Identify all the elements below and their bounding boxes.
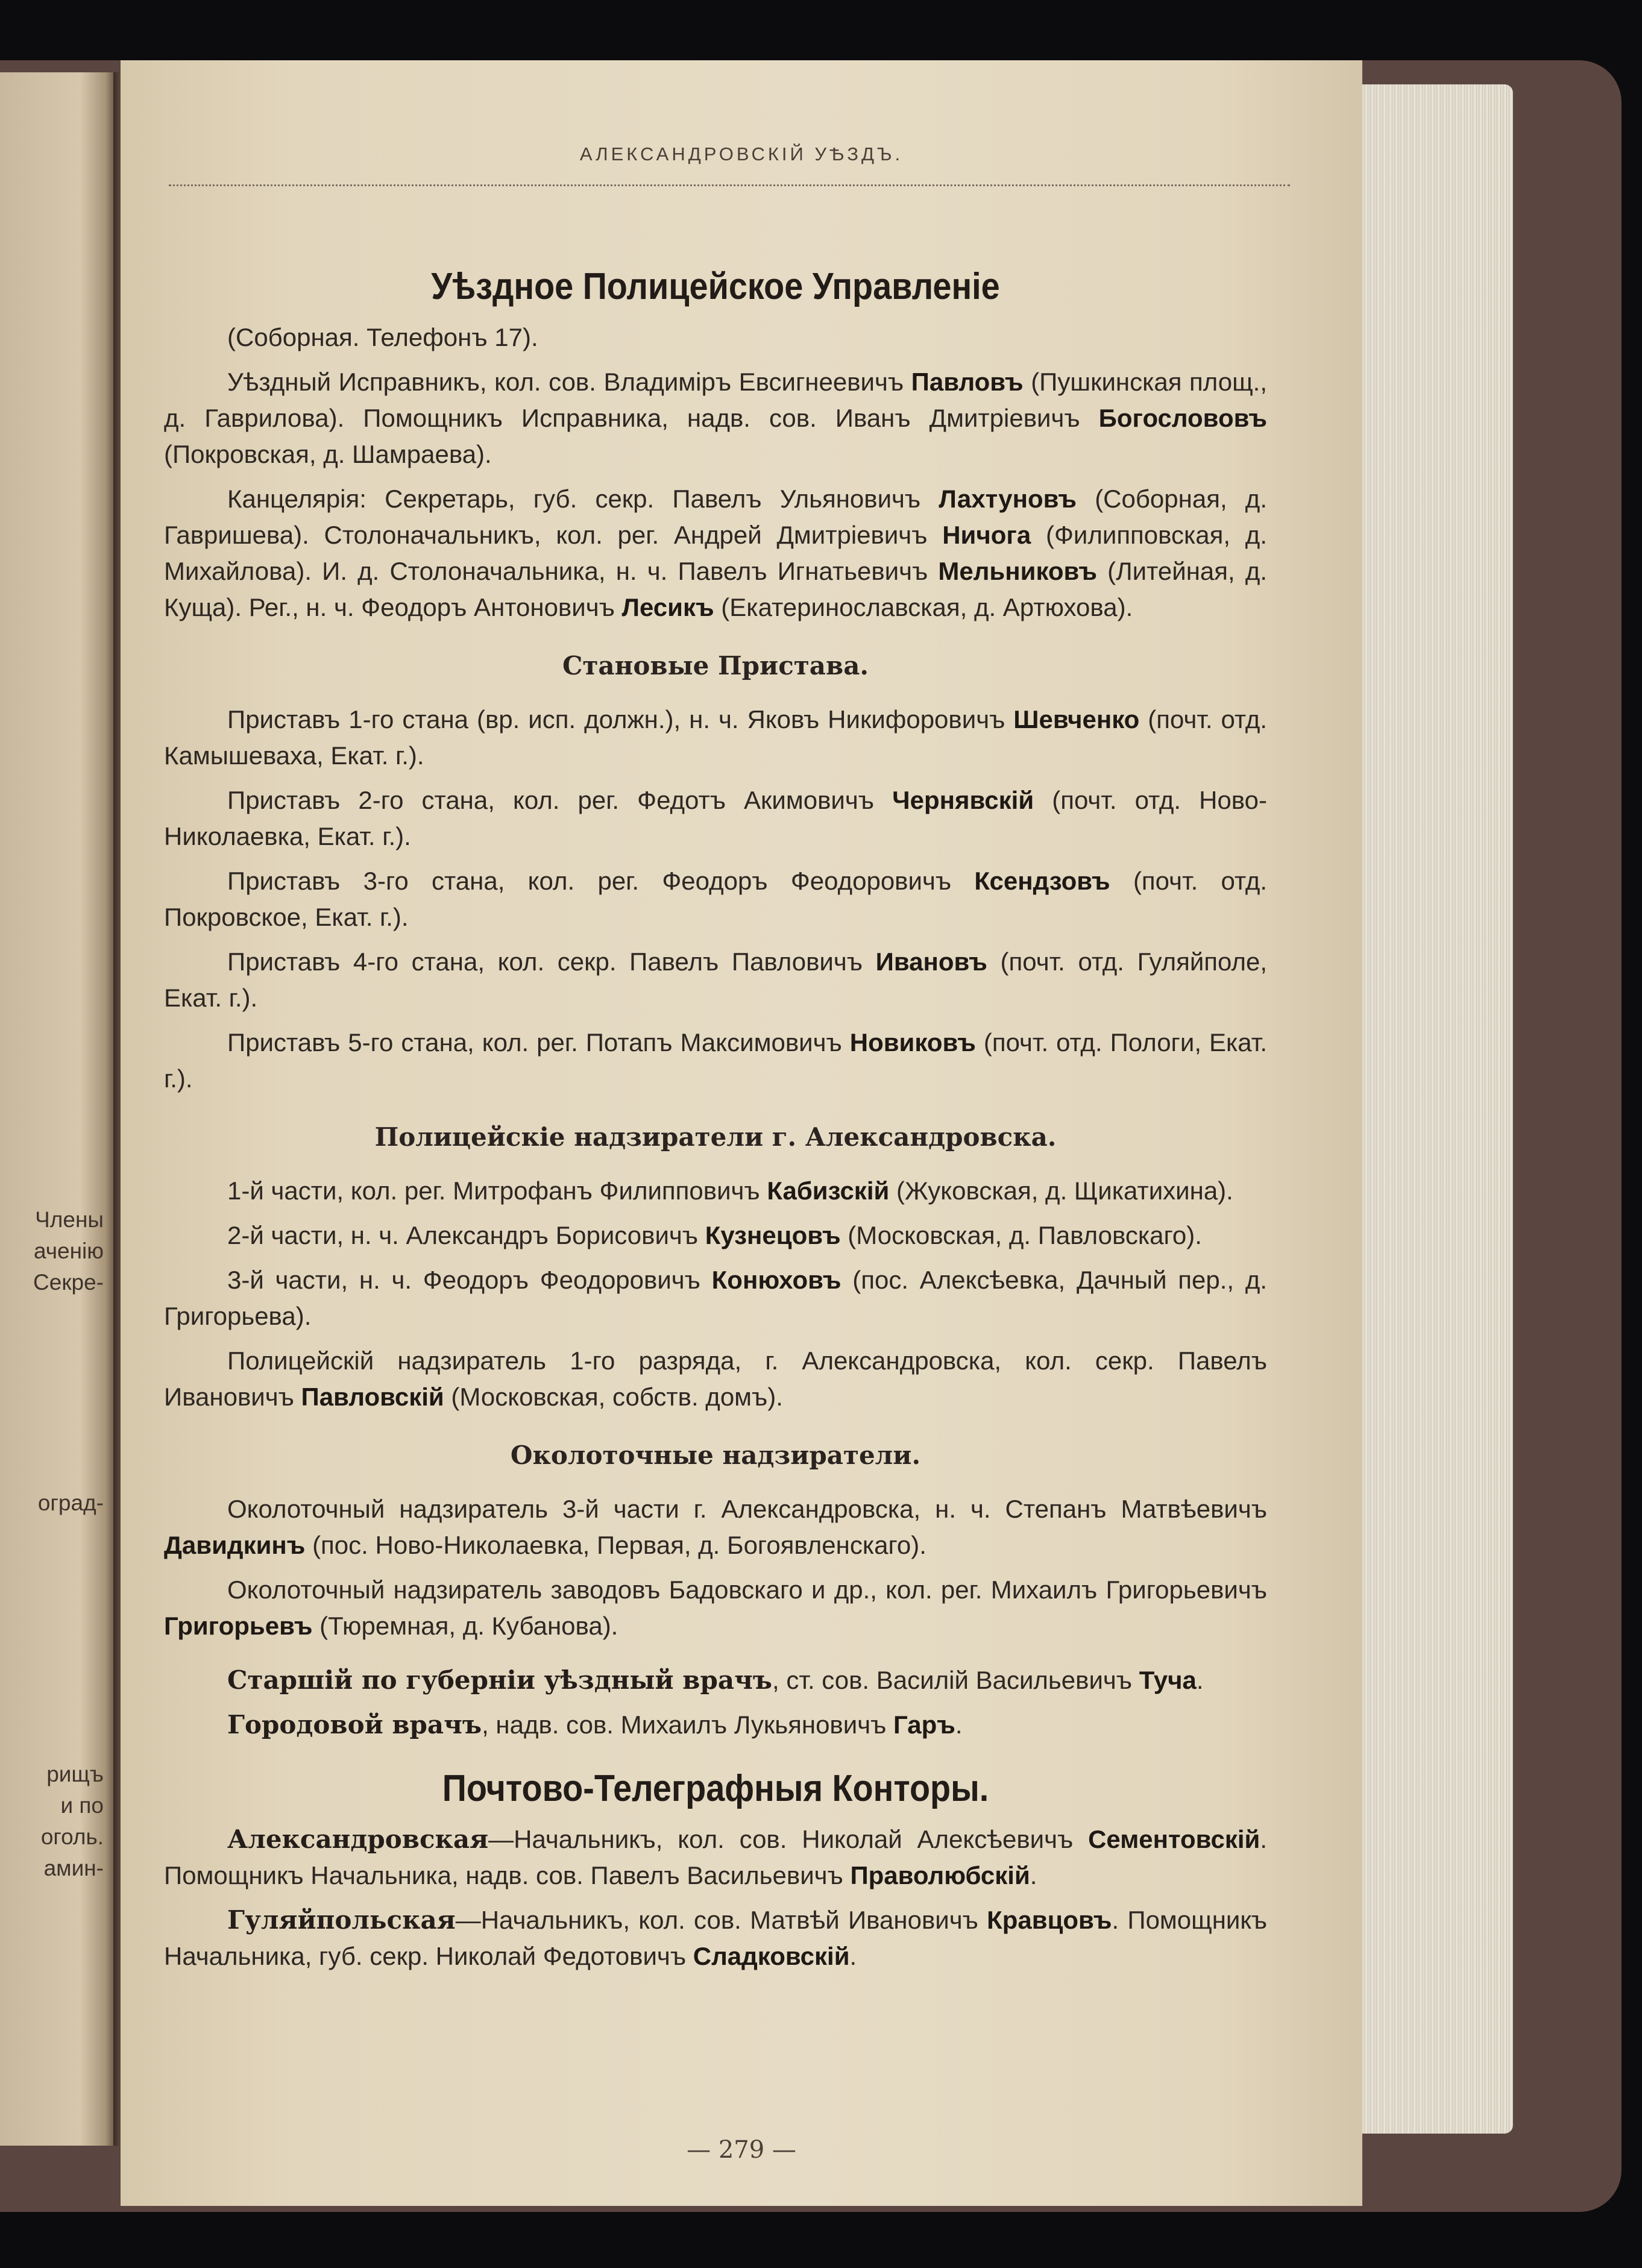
paragraph-chancellery (164, 481, 1267, 626)
surname: Лесикъ (621, 593, 714, 621)
left-page-text-fragment: рищъ (46, 1762, 104, 1786)
surname: Богослововъ (1098, 404, 1267, 432)
text-run: —Начальникъ, кол. сов. Матвѣй Ивановичъ (455, 1906, 987, 1934)
left-page-text-fragment: аченію (33, 1239, 104, 1263)
text-run: . (849, 1942, 857, 1970)
inspector-entry (164, 1173, 1267, 1209)
text-run: (Московская, собств. домъ). (444, 1383, 783, 1411)
text-run: Уѣздный Исправникъ, кол. сов. Владиміръ Евсигнеевичъ (227, 368, 911, 396)
post-office-entry (164, 1902, 1267, 1974)
inspector-entry (164, 1217, 1267, 1254)
surname: Ничога (942, 521, 1031, 549)
text-run: (Тюремная, д. Кубанова). (312, 1612, 618, 1640)
surname: Кравцовъ (987, 1906, 1112, 1934)
left-page-text-fragment: амин- (43, 1856, 104, 1880)
document-page (121, 60, 1362, 2206)
header-rule (169, 184, 1290, 186)
okolotochny-entry (164, 1491, 1267, 1563)
section-title-police-administration: Уѣздное Полицейское Управленіе (431, 266, 1000, 307)
text-run: (Филипповская, д. Михайлова). И. д. Столоначальника, н. ч. Павелъ Игнатьевичъ (164, 521, 1267, 585)
text-run: (Литейная, д. Куща). Рег., н. ч. Феодоръ Антоновичъ (164, 557, 1267, 621)
doctor-entry (164, 1662, 1267, 1698)
text-run: 3-й части, н. ч. Феодоръ Феодоровичъ (227, 1266, 712, 1294)
text-run: (почт. отд. Пологи, Екат. г.). (164, 1028, 1267, 1093)
doctor-entry (164, 1707, 1267, 1743)
text-run: Канцелярія: Секретарь, губ. секр. Павелъ Ульяновичъ (227, 485, 939, 513)
surname: Чернявскій (892, 786, 1034, 814)
pristav-entry (164, 944, 1267, 1016)
page-content (164, 241, 1267, 1983)
surname: Кабизскій (767, 1176, 890, 1205)
inspectors-list (164, 1173, 1267, 1415)
surname: Ксендзовъ (974, 867, 1110, 895)
surname: Конюховъ (711, 1266, 841, 1294)
doctors-list (164, 1662, 1267, 1743)
page-edges (1350, 84, 1513, 2134)
text-run: (почт. отд. Ново-Николаевка, Екат. г.). (164, 786, 1267, 850)
office-name: Александровская (227, 1824, 489, 1854)
surname: Туча (1139, 1666, 1197, 1694)
surname: Мельниковъ (938, 557, 1097, 585)
left-page-text-fragment: и по (60, 1793, 104, 1818)
pristav-entry (164, 1025, 1267, 1097)
surname: Сементовскій (1088, 1825, 1260, 1853)
left-page-text-fragment: Секре- (33, 1270, 104, 1295)
text-run: 2-й части, н. ч. Александръ Борисовичъ (227, 1221, 705, 1249)
left-page-fragment (0, 72, 115, 2146)
left-page-text-fragment: оград- (37, 1491, 104, 1515)
text-run: . (1196, 1666, 1204, 1694)
text-run: Приставъ 2-го стана, кол. рег. Федотъ Акимовичъ (227, 786, 893, 814)
post-office-entry (164, 1821, 1267, 1894)
inspector-entry (164, 1262, 1267, 1334)
left-page-text-fragment: оголь. (40, 1824, 104, 1849)
text-run: (Екатеринославская, д. Артюхова). (714, 593, 1133, 621)
text-run: (почт. отд. Гуляйполе, Екат. г.). (164, 947, 1267, 1012)
text-run: . Помощникъ Начальника, губ. секр. Николай Федотовичъ (164, 1906, 1267, 1970)
text-run: 1-й части, кол. рег. Митрофанъ Филипповичъ (227, 1176, 767, 1205)
office-name: Гуляйпольская (227, 1905, 456, 1935)
doctor-role: Городовой врачъ (227, 1710, 482, 1739)
surname: Праволюбскій (850, 1861, 1030, 1889)
text-run: —Начальникъ, кол. сов. Николай Алексѣевичъ (488, 1825, 1089, 1853)
surname: Шевченко (1013, 705, 1140, 733)
okolotochnye-list (164, 1491, 1267, 1644)
text-run: Приставъ 5-го стана, кол. рег. Потапъ Максимовичъ (227, 1028, 850, 1057)
text-run: , ст. сов. Василій Васильевичъ (772, 1666, 1139, 1694)
administration-address: (Соборная. Телефонъ 17). (227, 323, 538, 351)
text-run: Приставъ 3-го стана, кол. рег. Феодоръ Феодоровичъ (227, 867, 975, 895)
post-offices-list (164, 1821, 1267, 1974)
text-run: (Соборная, д. Гавришева). Столоначальникъ, кол. рег. Андрей Дмитріевичъ (164, 485, 1267, 549)
surname: Гаръ (893, 1710, 955, 1739)
text-run: . Помощникъ Начальника, надв. сов. Павелъ Васильевичъ (164, 1825, 1267, 1889)
text-run: (Московская, д. Павловскаго). (840, 1221, 1202, 1249)
section-title-police-inspectors: Полицейскіе надзиратели г. Александровска. (374, 1122, 1057, 1152)
pristava-list (164, 702, 1267, 1097)
paragraph-ispravnik (164, 364, 1267, 473)
pristav-entry (164, 863, 1267, 935)
text-run: (Покровская, д. Шамраева). (164, 440, 492, 468)
surname: Григорьевъ (164, 1612, 313, 1640)
text-run: Околоточный надзиратель 3-й части г. Александровска, н. ч. Степанъ Матвѣевичъ (227, 1495, 1267, 1523)
text-run: Околоточный надзиратель заводовъ Бадовскаго и др., кол. рег. Михаилъ Григорьевичъ (227, 1575, 1267, 1604)
text-run: (почт. отд. Покровское, Екат. г.). (164, 867, 1268, 931)
section-title-okolotochnye: Околоточные надзиратели. (510, 1440, 921, 1470)
left-page-text-fragment: Члены (35, 1207, 104, 1232)
okolotochny-entry (164, 1572, 1267, 1644)
inspector-entry (164, 1343, 1267, 1415)
text-run: , надв. сов. Михаилъ Лукьяновичъ (482, 1710, 894, 1739)
surname: Ивановъ (875, 947, 987, 976)
running-head: АЛЕКСАНДРОВСКІЙ УѢЗДЪ. (579, 143, 904, 165)
surname: Новиковъ (849, 1028, 976, 1057)
text-run: . (955, 1710, 963, 1739)
surname: Павловъ (911, 368, 1024, 396)
text-run: Приставъ 1-го стана (вр. исп. должн.), н. ч. Яковъ Никифоровичъ (227, 705, 1014, 733)
section-title-post-telegraph: Почтово-Телеграфныя Конторы. (442, 1768, 989, 1809)
text-run: (Пушкинская площ., д. Гаврилова). Помощникъ Исправника, надв. сов. Иванъ Дмитріевичъ (164, 368, 1268, 432)
text-run: (пос. Алексѣевка, Дачный пер., д. Григорьева). (164, 1266, 1268, 1330)
text-run: . (1030, 1861, 1037, 1889)
surname: Лахтуновъ (939, 485, 1077, 513)
surname: Павловскій (301, 1383, 444, 1411)
text-run: (пос. Ново-Николаевка, Первая, д. Богоявленскаго). (305, 1531, 926, 1559)
surname: Давидкинъ (164, 1531, 306, 1559)
pristav-entry (164, 782, 1267, 855)
surname: Кузнецовъ (705, 1221, 841, 1249)
doctor-role: Старшій по губерніи уѣздный врачъ (227, 1665, 773, 1695)
text-run: Приставъ 4-го стана, кол. секр. Павелъ Павловичъ (227, 947, 876, 976)
surname: Сладковскій (693, 1942, 850, 1970)
text-run: Полицейскій надзиратель 1-го разряда, г. Александровска, кол. секр. Павелъ Ивановичъ (164, 1346, 1267, 1411)
section-title-stanovye-pristava: Становые Пристава. (562, 651, 869, 680)
text-run: (почт. отд. Камышеваха, Екат. г.). (164, 705, 1267, 770)
pristav-entry (164, 702, 1267, 774)
text-run: (Жуковская, д. Щикатихина). (889, 1176, 1233, 1205)
page-number: — 279 — (687, 2136, 796, 2164)
